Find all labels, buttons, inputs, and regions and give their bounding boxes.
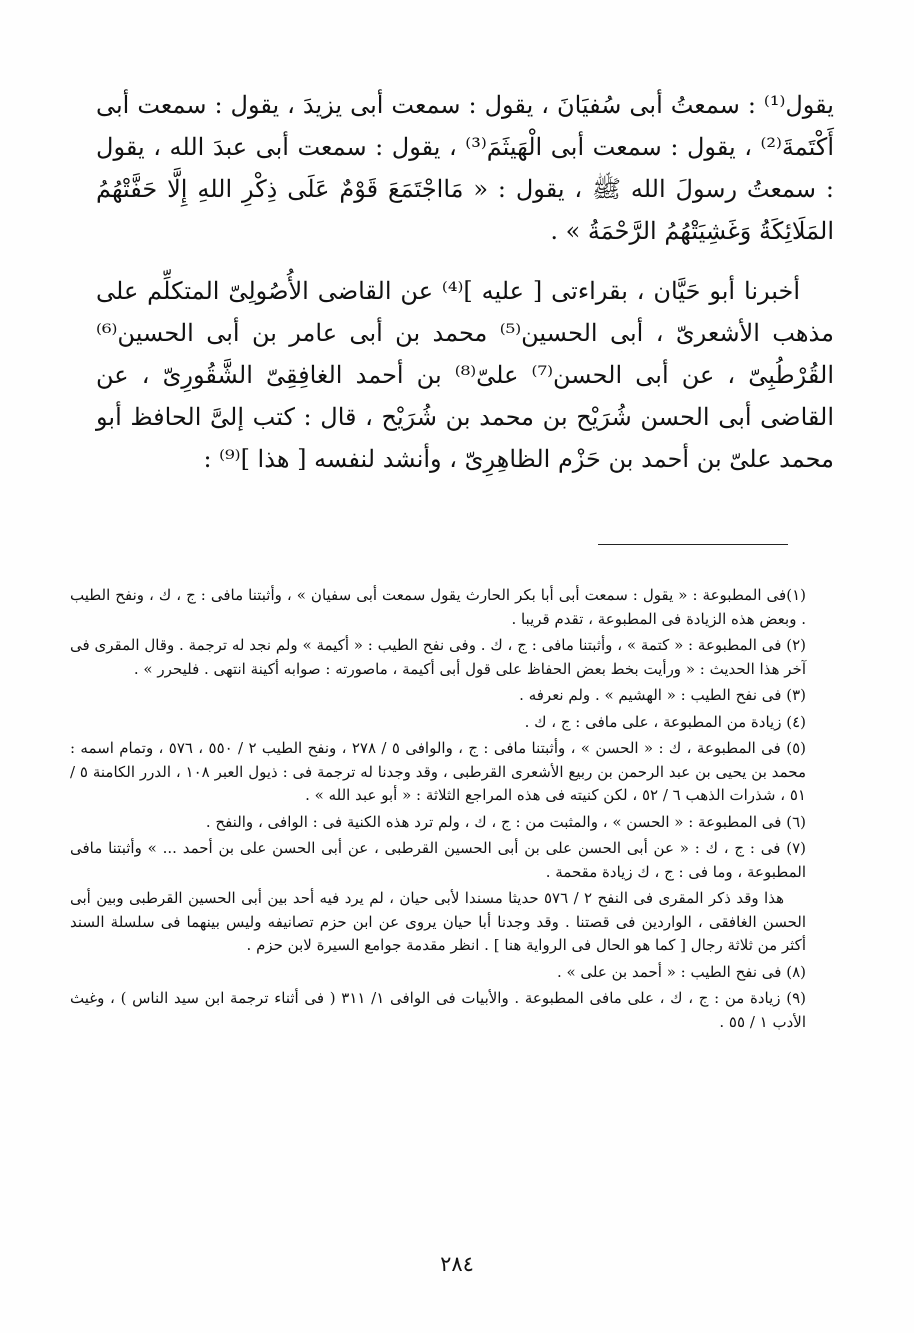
footnote-9: (٩) زيادة من : ج ، ك ، على مافى المطبوعة . والأبيات فى الوافى ١/ ٣١١ ( فى أثناء ترجمة ابن سيد الناس ) ، وغيث الأدب ١ / ٥٥ .: [70, 989, 806, 1031]
footnote-8: (٨) فى نفح الطيب : « أحمد بن على » .: [556, 962, 806, 981]
footnote-7-continuation: هذا وقد ذكر المقرى فى النفح ٢ / ٥٧٦ حديثا مسندا لأبى حيان ، لم يرد فيه أحد بين أبى الحسين القرطبى وبين أبى الحسن الغافقى ، الواردين فى قصتنا . وقد وجدنا أبا حيان يروى عن ابن حزم تصانيفه وليس بينهما فى سلسلة السند أكثر من ثلاثة رجال [ كما هو الحال فى الرواية هنا ] . انظر مقدمة جوامع السيرة لابن حزم .: [70, 889, 806, 954]
footnote-separator: [598, 544, 788, 545]
hadith-paragraph: يقول⁽¹⁾ : سمعتُ أبى سُفيَانَ ، يقول : سمعت أبى يزيدَ ، يقول : سمعت أبى أَكْتَمةَ⁽²⁾ ، يقول : سمعت أبى الْهَيثَمَ⁽³⁾ ، يقول : سمعت أبى عبدَ الله ، يقول : سمعتُ رسولَ الله ﷺ ، يقول : « مَااجْتَمَعَ قَوْمٌ عَلَى ذِكْرِ اللهِ إِلَّا حَفَّتْهُمُ المَلَائِكَةُ وَغَشِيَتْهُمُ الرَّحْمَةُ » .: [96, 91, 834, 245]
footnote-4: (٤) زيادة من المطبوعة ، على مافى : ج ، ك .: [524, 712, 806, 731]
footnote-1: (١)فى المطبوعة : « يقول : سمعت أبى أبا بكر الحارث يقول سمعت أبى سفيان » ، وأثبتنا مافى : ج ، ك ، ونفح الطيب . وبعض هذه الزيادة فى المطبوعة ، تقدم قريبا .: [70, 586, 806, 628]
footnote-2: (٢) فى المطبوعة : « كتمة » ، وأثبتنا مافى : ج ، ك . وفى نفح الطيب : « أكيمة » ولم نجد له ترجمة . وقال المقرى فى آخر هذا الحديث : « ورأيت بخط بعض الحفاظ على قول أبى أكيمة ، ماصورته : صوابه أكينة انتهى . فليحرر » .: [70, 636, 806, 678]
page-number: ٢٨٤: [440, 1252, 474, 1276]
footnote-3: (٣) فى نفح الطيب : « الهشيم » . ولم نعرفه .: [519, 686, 806, 704]
footnote-5: (٥) فى المطبوعة ، ك : « الحسن » ، وأثبتنا مافى : ج ، والوافى ٥ / ٢٧٨ ، ونفح الطيب ٢ / ٥٥٠ ، ٥٧٦ ، وتمام اسمه : محمد بن يحيى بن عبد الرحمن بن ربيع الأشعرى القرطبى ، وقد وجدنا له ترجمة فى : ذيول العبر ١٠٨ ، الدرر الكامنة ٥ / ٥١ ، شذرات الذهب ٦ / ٥٢ ، لكن كنيته فى هذه المراجع الثلاثة : « أبو عبد الله » .: [70, 739, 806, 804]
footnotes: [70, 584, 806, 1037]
footnote-6: (٦) فى المطبوعة : « الحسن » ، والمثبت من : ج ، ك ، ولم ترد هذه الكنية فى : الوافى ، والنفح .: [205, 812, 806, 831]
footnote-7: (٧) فى : ج ، ك : « عن أبى الحسن على بن أبى الحسين القرطبى ، عن أبى الحسن على بن أحمد ... » وأثبتنا مافى المطبوعة ، وما فى : ج ، ك زيادة مقحمة .: [70, 839, 806, 881]
narration-paragraph: أخبرنا أبو حَيَّان ، بقراءتى [ عليه ]⁽⁴⁾ عن القاضى الأُصُولِىّ المتكلِّم على مذهب الأشعرىّ ، أبى الحسين⁽⁵⁾ محمد بن أبى عامر بن أبى الحسين⁽⁶⁾ القُرْطُبِىّ ، عن أبى الحسن⁽⁷⁾ علىّ⁽⁸⁾ بن أحمد الغافِقِىّ الشَّقُورِىّ ، عن القاضى أبى الحسن شُرَيْح بن محمد بن شُرَيْح ، قال : كتب إلىَّ الحافظ أبو محمد علىّ بن أحمد بن حَزْم الظاهِرِىّ ، وأنشد لنفسه [ هذا ]⁽⁹⁾ :: [96, 277, 835, 473]
main-text: [96, 84, 834, 498]
